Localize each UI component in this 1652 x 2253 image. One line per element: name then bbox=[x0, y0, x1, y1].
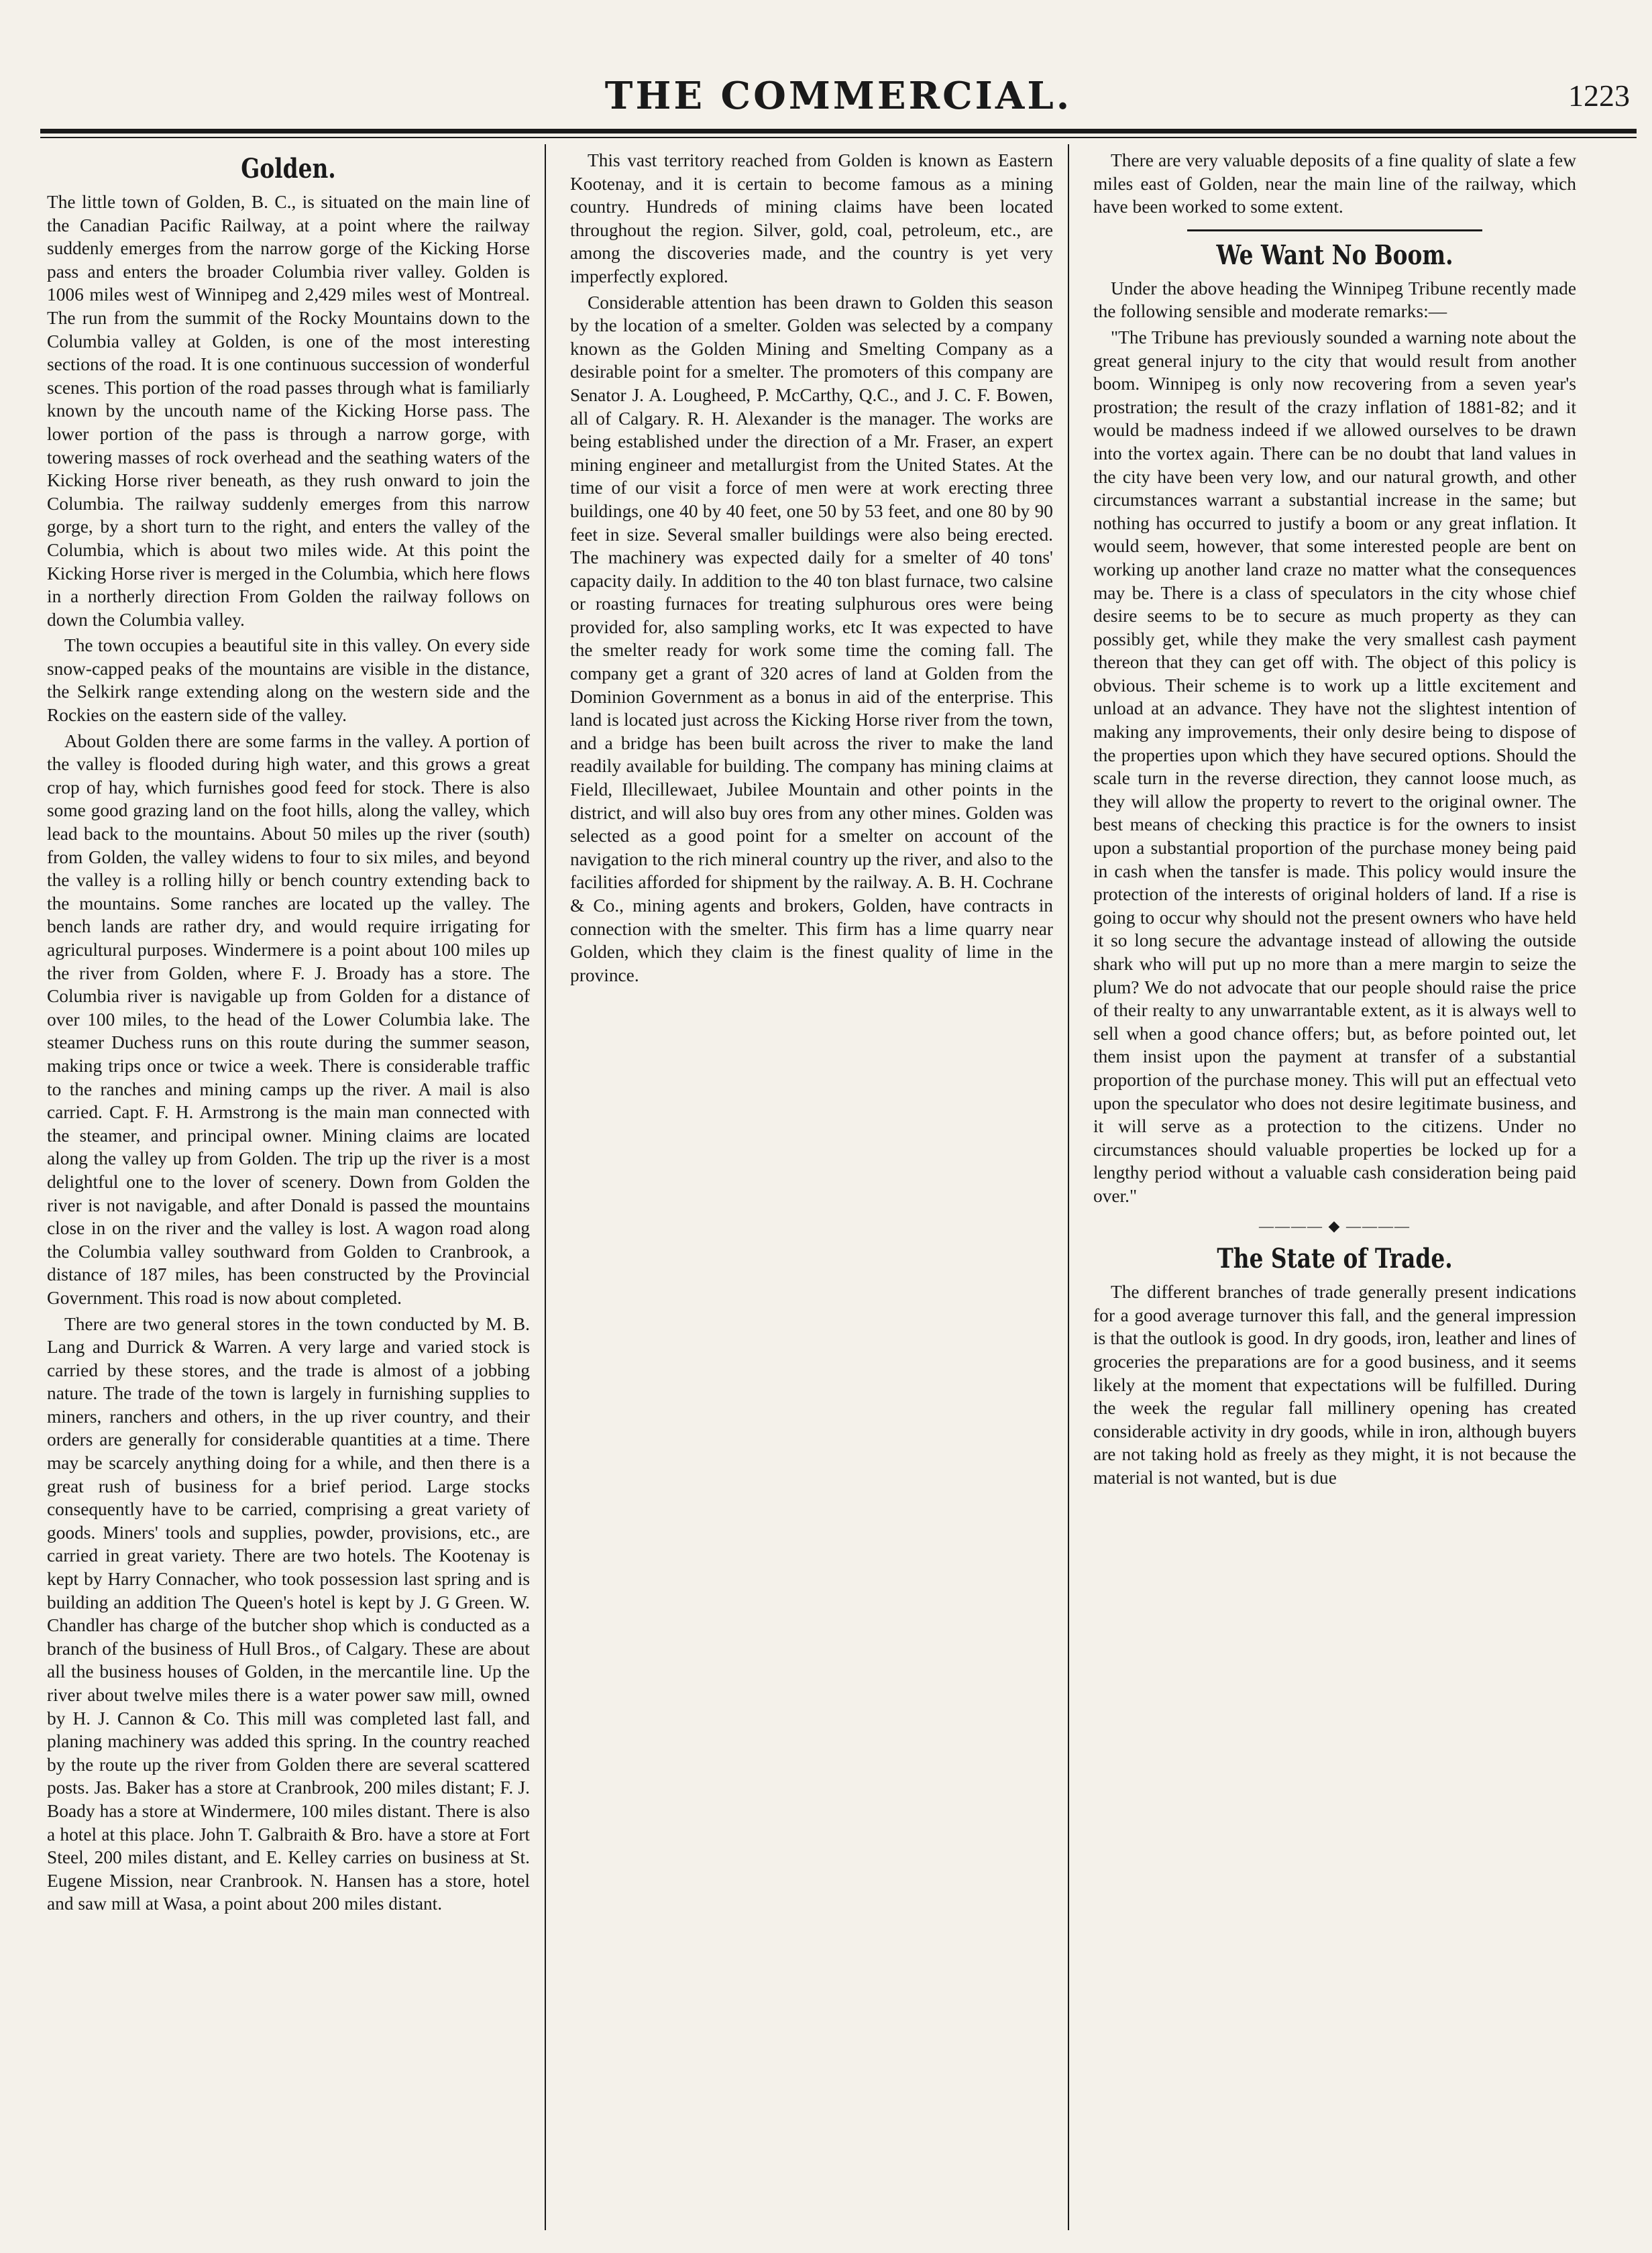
golden-paragraph-5: This vast territory reached from Golden is known as Eastern Kootenay, and it is certain to become famous as a mining country. Hundreds of mining claims have been located throughout the region. Silver, gold, coal, petroleum, etc., are among the discoveries made, and the country is yet very imperfectly explored. bbox=[570, 150, 1053, 286]
article-heading-golden: Golden. bbox=[241, 153, 336, 184]
article-heading-boom: We Want No Boom. bbox=[1216, 239, 1453, 271]
column-1 bbox=[47, 149, 530, 2228]
header-rule-thin bbox=[40, 137, 1637, 138]
masthead bbox=[40, 74, 1637, 127]
golden-paragraph-3: About Golden there are some farms in the valley. A portion of the valley is flooded during high water, and this grows a great crop of hay, which furnishes good feed for stock. There is also some good grazing land on the foot hills, along the valley, which lead back to the mountains. About 50 miles up the river (south) from Golden, the valley widens to four to six miles, and beyond the valley is a rolling hilly or bench country extending back to the mountains. Some ranches are located up the valley. The bench lands are rather dry, and would require irrigating for agricultural purposes. Windermere is a point about 100 miles up the river from Golden, where F. J. Broady has a store. The Columbia river is navigable up from Golden for a distance of over 100 miles, to the head of the Lower Columbia lake. The steamer Duchess runs on this route during the summer season, making trips once or twice a week. There is considerable traffic to the ranches and mining camps up the river. A mail is also carried. Capt. F. H. Armstrong is the main man connected with the steamer, and principal owner. Mining claims are located along the valley up from Golden. The trip up the river is a most delightful one to the lover of scenery. Down from Golden the river is not navigable, and after Donald is passed the mountains close in on the river and the valley is lost. A wagon road along the Columbia valley southward from Golden to Cranbrook, a distance of 187 miles, has been constructed by the Provincial Government. This road is now about completed. bbox=[47, 730, 530, 1308]
column-divider-1 bbox=[545, 144, 546, 2230]
golden-paragraph-1: The little town of Golden, B. C., is situated on the main line of the Canadian Pacific Railway, at a point where the railway suddenly emerges from the narrow gorge of the Kicking Horse pass and enters the broader Columbia river valley. Golden is 1006 miles west of Winnipeg and 2,429 miles west of Montreal. The run from the summit of the Rocky Mountains down to the Columbia valley at Golden, is one of the most interesting sections of the road. It is one continuous succession of wonderful scenes. This portion of the road passes through what is familiarly known by the uncouth name of the Kicking Horse pass. The lower portion of the pass is through a narrow gorge, with towering masses of rock overhead and the seathing waters of the Kicking Horse river beneath, as they rush onward to join the Columbia. The railway suddenly emerges from this narrow gorge, by a short turn to the right, and enters the valley of the Columbia, which is about two miles wide. At this point the Kicking Horse river is merged in the Columbia, which here flows in a northerly direction From Golden the railway follows on down the Columbia valley. bbox=[47, 192, 530, 630]
trade-paragraph-1: The different branches of trade generally present indications for a good average turnover this fall, and the general impression is that the outlook is good. In dry goods, iron, leather and lines of groceries the preparations are for a good business, and it seems likely at the moment that expectations will be fulfilled. During the week the regular fall millinery opening has created considerable activity in dry goods, while in iron, although buyers are not taking hold as freely as they might, it is not because the material is not wanted, but is due bbox=[1093, 1282, 1576, 1488]
golden-paragraph-2: The town occupies a beautiful site in this valley. On every side snow-capped peaks of the mountains are visible in the distance, the Selkirk range extending along on the western side and the Rockies on the eastern side of the valley. bbox=[47, 635, 530, 726]
golden-paragraph-7: There are very valuable deposits of a fine quality of slate a few miles east of Golden, near the main line of the railway, which have been worked to some extent. bbox=[1093, 150, 1576, 217]
section-divider bbox=[1187, 229, 1482, 231]
page-number: 1223 bbox=[1568, 78, 1630, 113]
column-2 bbox=[570, 149, 1053, 2228]
golden-paragraph-6: Considerable attention has been drawn to Golden this season by the location of a smelter. Golden was selected by a company known as the Golden Mining and Smelting Company as a desirable point for a smelter. The promoters of this company are Senator J. A. Lougheed, P. McCarthy, Q.C., and J. C. F. Bowen, all of Calgary. R. H. Alexander is the manager. The works are being established under the direction of a Mr. Fraser, an expert mining engineer and metallurgist from the United States. At the time of our visit a force of men were at work erecting three buildings, one 40 by 40 feet, one 50 by 53 feet, and one 80 by 90 feet in size. Several smaller buildings were also being erected. The machinery was expected daily for a smelter of 40 tons' capacity daily. In addition to the 40 ton blast furnace, two calsine or roasting furnaces for treating sulphurous ores were being provided for, also sampling works, etc It was expected to have the smelter ready for work some time the coming fall. The company get a grant of 320 acres of land at Golden from the Dominion Government as a bonus in aid of the enterprise. This land is located just across the Kicking Horse river from the town, and a bridge has been built across the river to make the land readily available for building. The company has mining claims at Field, Illecillewaet, Jubilee Mountain and other points in the district, and will also buy ores from any other mines. Golden was selected as a good point for a smelter on account of the navigation to the rich mineral country up the river, and also to the facilities afforded for shipment by the railway. A. B. H. Cochrane & Co., mining agents and brokers, Golden, have contracts in connection with the smelter. This firm has a lime quarry near Golden, which they claim is the finest quality of lime in the province. bbox=[570, 292, 1053, 985]
boom-paragraph-2: "The Tribune has previously sounded a warning note about the great general injury to the city that would result from another boom. Winnipeg is only now recovering from a seven year's prostration; the result of the crazy inflation of 1881-82; and it would be madness indeed if we allowed ourselves to be drawn into the vortex again. There can be no doubt that land values in the city have been very low, and our natural growth, and other circumstances warrant a substantial increase in the same; but nothing has occurred to justify a boom or any great inflation. It would seem, however, that some interested people are bent on working up another land craze no matter what the consequences may be. There is a class of speculators in the city whose chief desire seems to be to secure as much property as they can possibly get, while they make the very smallest cash payment thereon that they can get off with. The object of this policy is obvious. Their scheme is to work up a little excitement and unload at an advance. They have not the slightest intention of making any improvements, their only desire being to dispose of the properties upon which they have secured options. Should the scale turn in the reverse direction, they cannot loose much, as they will allow the property to revert to the original owner. The best means of checking this practice is for the owners to insist upon a substantial proportion of the purchase money being paid in cash when the tansfer is made. This policy would insure the protection of the interests of original holders of land. If a rise is going to occur why should not the present owners who have held it so long secure the advantage instead of allowing the outside shark who will put up no more than a mere margin to seize the plum? We do not advocate that our people should raise the price of their realty to any unwarrantable extent, as it is always well to sell when a good chance offers; but, as before pointed out, let them insist upon the payment at transfer of a substantial proportion of the purchase money. This will put an effectual veto upon the speculator who does not desire legitimate business, and it will serve as a protection to the citizens. Under no circumstances should valuable properties be locked up for a lengthy period without a valuable cash consideration being paid over." bbox=[1093, 327, 1576, 1206]
column-3 bbox=[1093, 149, 1576, 2228]
publication-title: THE COMMERCIAL. bbox=[604, 74, 1072, 118]
header-rule-thick bbox=[40, 129, 1637, 133]
golden-paragraph-4: There are two general stores in the town conducted by M. B. Lang and Durrick & Warren. A very large and varied stock is carried by these stores, and the trade is almost of a jobbing nature. The trade of the town is largely in furnishing supplies to miners, ranchers and others, in the up river country, and their orders are generally for considerable quantities at a time. There may be scarcely anything doing for a while, and then there is a great rush of business for a brief period. Large stocks consequently have to be carried, comprising a great variety of goods. Miners' tools and supplies, powder, provisions, etc., are carried in great variety. There are two hotels. The Kootenay is kept by Harry Connacher, who took possession last spring and is building an addition The Queen's hotel is kept by J. G Green. W. Chandler has charge of the butcher shop which is conducted as a branch of the business of Hull Bros., of Calgary. These are about all the business houses of Golden, in the mercantile line. Up the river about twelve miles there is a water power saw mill, owned by H. J. Cannon & Co. This mill was completed last fall, and planing machinery was added this spring. In the country reached by the route up the river from Golden there are several scattered posts. Jas. Baker has a store at Cranbrook, 200 miles distant; F. J. Boady has a store at Windermere, 100 miles distant. There is also a hotel at this place. John T. Galbraith & Bro. have a store at Fort Steel, 200 miles distant, and E. Kelley carries on business at St. Eugene Mission, near Cranbrook. N. Hansen has a store, hotel and saw mill at Wasa, a point about 200 miles distant. bbox=[47, 1313, 530, 1914]
article-heading-trade: The State of Trade. bbox=[1217, 1243, 1453, 1275]
column-divider-2 bbox=[1068, 144, 1069, 2230]
boom-paragraph-1: Under the above heading the Winnipeg Tribune recently made the following sensible and moderate remarks:— bbox=[1093, 278, 1576, 322]
ornament-divider: ———— ◆ ———— bbox=[1259, 1217, 1411, 1234]
